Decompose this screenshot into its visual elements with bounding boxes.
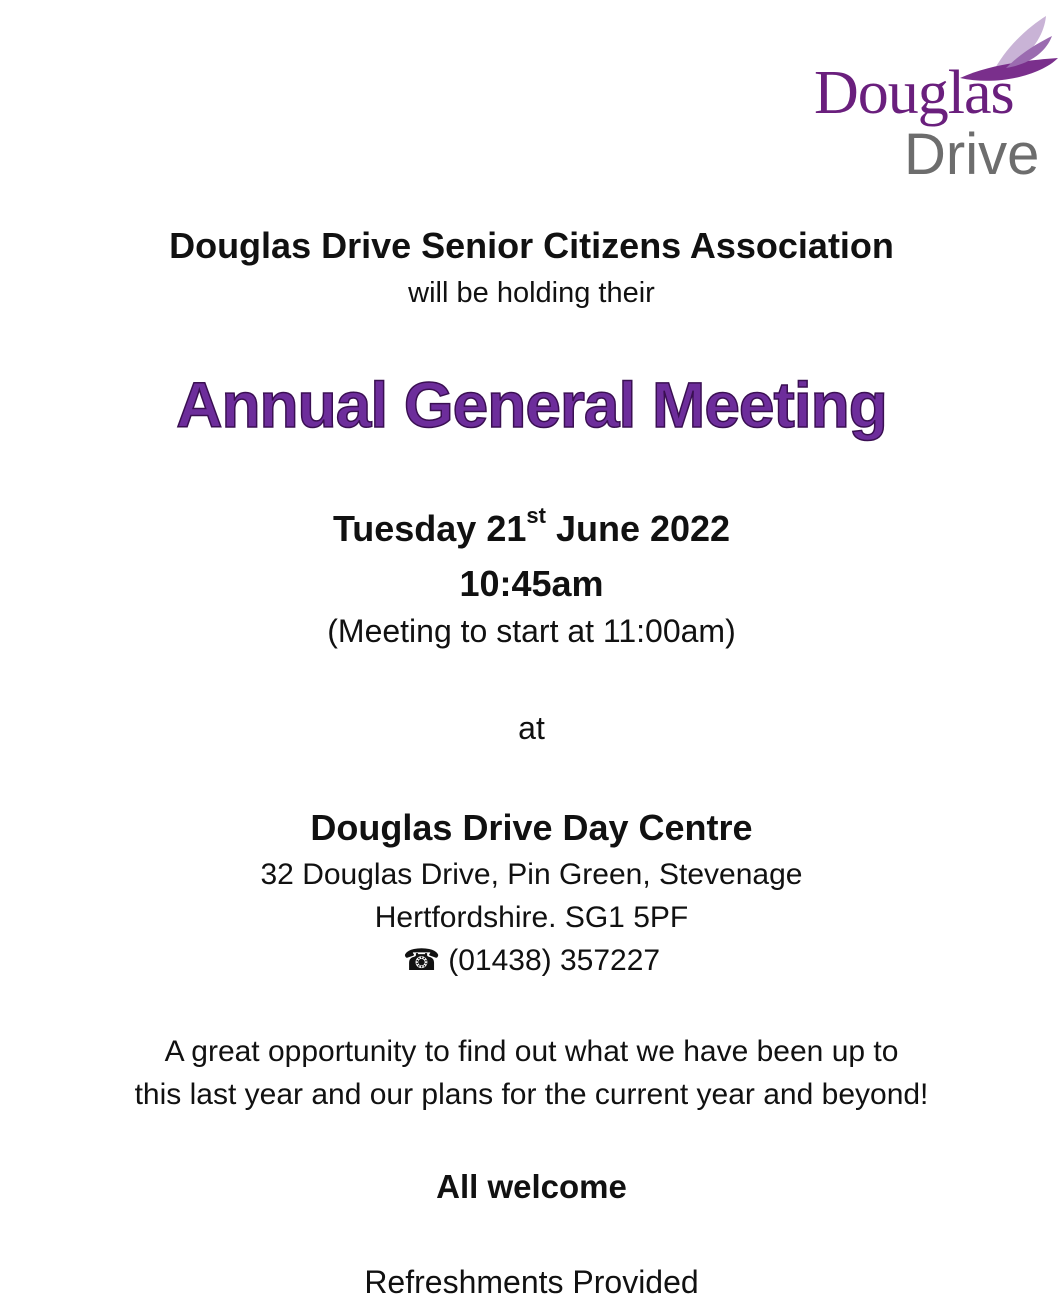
- venue-address-line1: 32 Douglas Drive, Pin Green, Stevenage: [260, 858, 803, 891]
- douglas-drive-logo: [800, 12, 1060, 187]
- event-date: [0, 503, 1063, 549]
- start-time-note: (Meeting to start at 11:00am): [327, 613, 736, 649]
- venue-name: Douglas Drive Day Centre: [310, 807, 753, 848]
- event-title: Annual General Meeting: [176, 369, 887, 441]
- logo-word-douglas: Douglas: [814, 59, 1014, 127]
- refreshments-note: Refreshments Provided: [364, 1264, 699, 1300]
- organisation-name: Douglas Drive Senior Citizens Association: [169, 225, 894, 266]
- all-welcome: All welcome: [436, 1168, 627, 1205]
- venue-phone-number: (01438) 357227: [448, 944, 661, 977]
- venue-address-line2: Hertfordshire. SG1 5PF: [374, 901, 689, 934]
- venue-phone: [0, 946, 1063, 976]
- logo-word-drive: Drive: [904, 122, 1040, 187]
- intro-subtitle: will be holding their: [408, 277, 655, 309]
- at-label: at: [518, 710, 545, 746]
- event-date-month-year: June 2022: [545, 508, 731, 549]
- blurb-line-2: this last year and our plans for the current year and beyond!: [134, 1078, 929, 1111]
- event-time: 10:45am: [459, 563, 604, 604]
- blurb-line-1: A great opportunity to find out what we have been up to: [164, 1035, 899, 1068]
- telephone-icon: ☎: [402, 944, 441, 977]
- event-date-ordinal: st: [526, 503, 546, 528]
- event-date-day: Tuesday 21: [332, 508, 527, 549]
